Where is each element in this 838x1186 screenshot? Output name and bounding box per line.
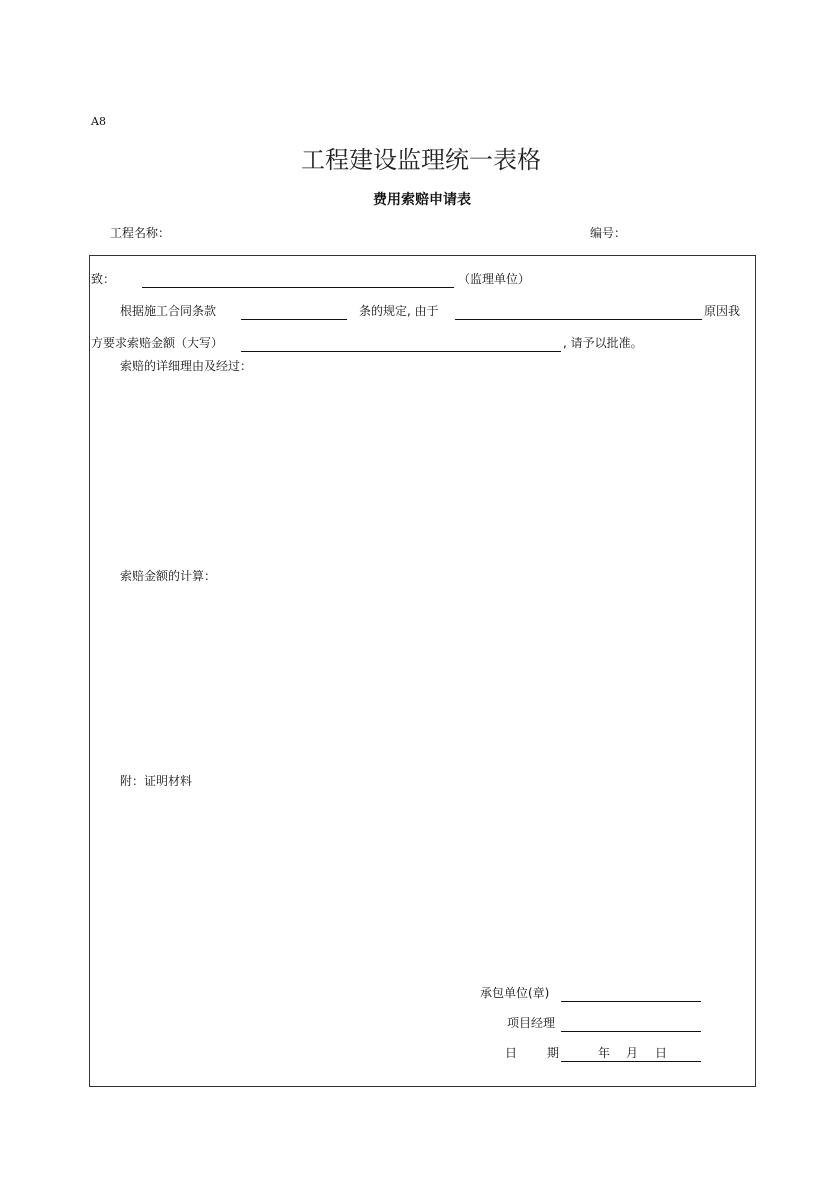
attachment-label: 附：证明材料 — [120, 774, 193, 788]
date-label-1: 日 — [505, 1046, 518, 1060]
reason-field[interactable] — [455, 319, 702, 320]
to-label: 致： — [91, 272, 116, 286]
clause-prefix: 根据施工合同条款 — [120, 304, 217, 318]
clause-suffix: 原因我 — [704, 304, 741, 318]
supervisor-unit-field[interactable] — [142, 287, 454, 288]
project-name-label: 工程名称： — [110, 226, 171, 240]
clause-middle: 条的规定, 由于 — [359, 304, 439, 318]
month-label: 月 — [626, 1046, 639, 1060]
form-box — [89, 255, 756, 1087]
date-label-2: 期 — [547, 1046, 560, 1060]
form-subtitle: 费用索赔申请表 — [373, 192, 471, 208]
manager-label: 项目经理 — [507, 1016, 556, 1030]
amount-field[interactable] — [241, 351, 561, 352]
number-label: 编号： — [590, 226, 627, 240]
amount-prefix: 方要求索赔金额（大写） — [91, 336, 224, 350]
details-label: 索赔的详细理由及经过： — [120, 359, 253, 373]
year-label: 年 — [598, 1046, 611, 1060]
amount-suffix: , 请予以批准。 — [563, 336, 643, 350]
contractor-field[interactable] — [561, 1001, 701, 1002]
supervisor-unit-label: （监理单位） — [458, 272, 531, 286]
form-code: A8 — [91, 115, 106, 128]
page-title: 工程建设监理统一表格 — [301, 146, 541, 174]
date-field[interactable] — [561, 1061, 701, 1062]
day-label: 日 — [655, 1046, 668, 1060]
manager-field[interactable] — [561, 1031, 701, 1032]
calc-label: 索赔金额的计算： — [120, 569, 217, 583]
clause-field[interactable] — [241, 319, 347, 320]
contractor-label: 承包单位(章) — [480, 986, 550, 1000]
